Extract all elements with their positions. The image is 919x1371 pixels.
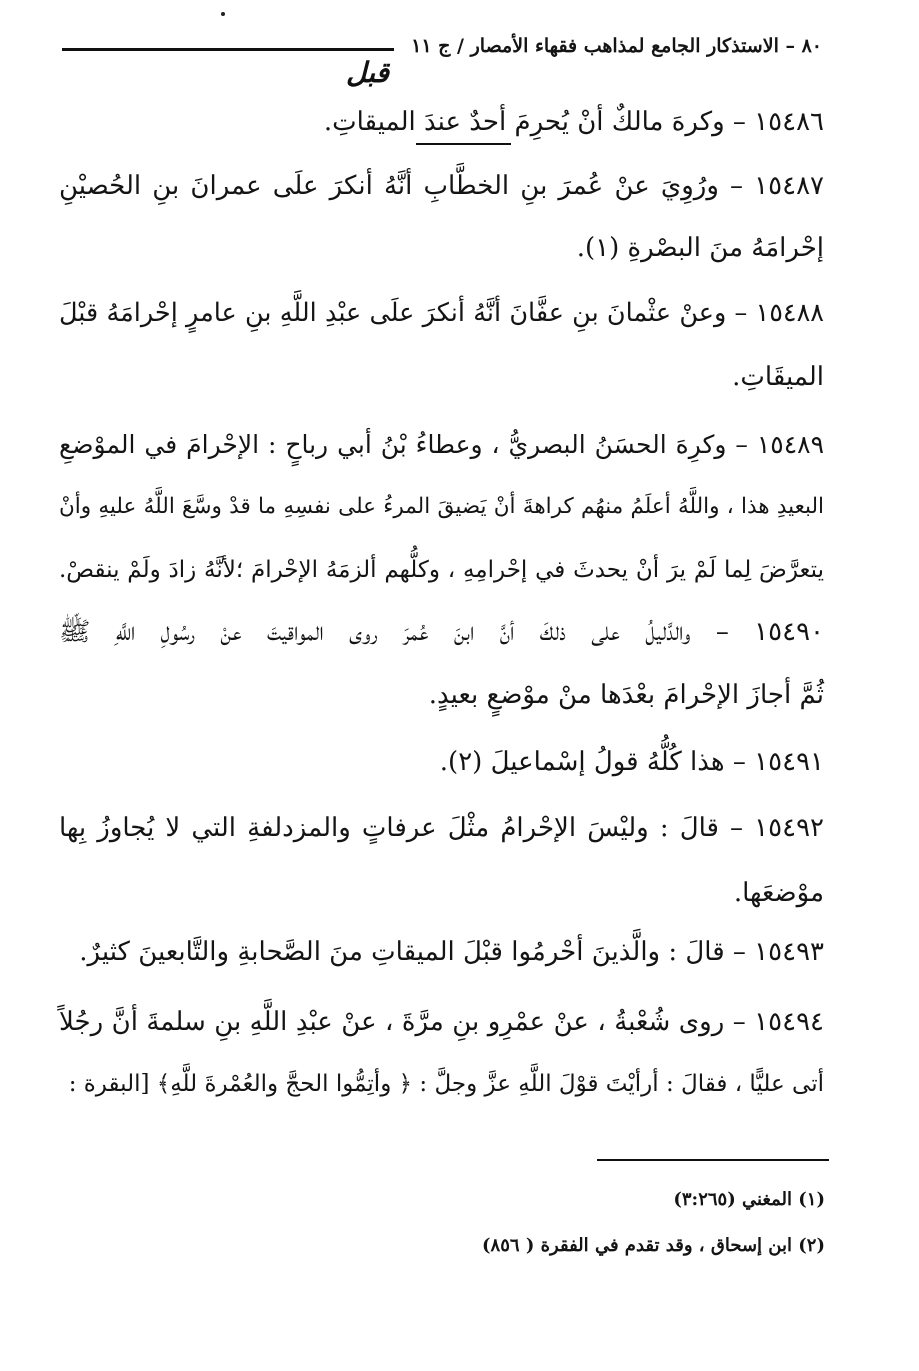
- paragraph-15487-line-1: ١٥٤٨٧ – ورُوِيَ عنْ عُمرَ بنِ الخطَّابِ أنَّهُ أنكرَ علَى عمرانَ بنِ الحُصيْنِ: [59, 171, 824, 201]
- footnote-2: (٢) ابن إسحاق ، وقد تقدم في الفقرة ( ٨٥٦): [482, 1235, 825, 1256]
- handwritten-annotation: قبل: [346, 56, 390, 89]
- handwritten-underline: [416, 143, 511, 145]
- paragraph-15493-line-1: ١٥٤٩٣ – قالَ : والَّذينَ أحْرمُوا قبْلَ الميقاتِ منَ الصَّحابةِ والتَّابعينَ كثيرٌ.: [79, 937, 824, 967]
- footnote-1: (١) المغني (٣:٢٦٥): [673, 1189, 825, 1210]
- footnote-rule: [597, 1159, 829, 1161]
- header-rule: [62, 48, 394, 51]
- paragraph-15487-line-2: إحْرامَهُ منَ البصْرةِ (١).: [576, 233, 824, 263]
- paragraph-15490-line-1: ١٥٤٩٠ – والدَّليلُ على ذلكَ أنَّ ابنَ عُمرَ روى المواقيتَ عنْ رسُولِ اللَّهِ ﷺ: [59, 617, 824, 647]
- ink-speck: [221, 12, 225, 16]
- paragraph-15489-line-2: البعيدِ هذا ، واللَّهُ أعلَمُ منهُم كراهةَ أنْ يَضيقَ المرءُ على نفسِهِ ما قدْ وسَّعَ اللَّهُ عليهِ وأنْ: [59, 494, 824, 519]
- paragraph-15489-line-1: ١٥٤٨٩ – وكرِهَ الحسَنُ البصريُّ ، وعطاءُ بْنُ أبي رباحٍ : الإحْرامَ في الموْضعِ: [59, 430, 824, 459]
- paragraph-15494-line-2: أتى عليًّا ، فقالَ : أرأيْتَ قوْلَ اللَّهِ عزَّ وجلَّ : ﴿ وأتِمُّوا الحجَّ والعُمْرةَ للَّهِ﴾ [البقرة :: [68, 1071, 824, 1097]
- paragraph-15488-line-2: الميقَاتِ.: [732, 362, 824, 392]
- paragraph-15492-line-2: موْضعَها.: [733, 878, 824, 908]
- paragraph-15489-line-3: يتعرَّضَ لِما لَمْ يرَ أنْ يحدثَ في إحْرامِهِ ، وكلُّهم ألزمَهُ الإحْرامَ ؛لأنَّهُ زادَ ولَمْ ينقصْ.: [59, 557, 824, 583]
- paragraph-15486-line-1: ١٥٤٨٦ – وكرهَ مالكٌ أنْ يُحرِمَ أحدٌ عندَ الميقاتِ.: [323, 107, 824, 137]
- paragraph-15488-line-1: ١٥٤٨٨ – وعنْ عثْمانَ بنِ عفَّانَ أنَّهُ أنكرَ علَى عبْدِ اللَّهِ بنِ عامرٍ إحْرامَهُ قبْلَ: [59, 298, 824, 328]
- paragraph-15491-line-1: ١٥٤٩١ – هذا كُلُّهُ قولُ إسْماعيلَ (٢).: [439, 747, 824, 777]
- running-header: ٨٠ – الاستذكار الجامع لمذاهب فقهاء الأمصار / ج ١١: [411, 35, 822, 57]
- paragraph-15494-line-1: ١٥٤٩٤ – روى شُعْبةُ ، عنْ عمْرِو بنِ مرَّةَ ، عنْ عبْدِ اللَّهِ بنِ سلمةَ أنَّ رجُلاً: [59, 1007, 824, 1037]
- paragraph-15490-line-2: ثُمَّ أجازَ الإحْرامَ بعْدَها منْ موْضعٍ بعيدٍ.: [428, 680, 824, 710]
- paragraph-15492-line-1: ١٥٤٩٢ – قالَ : وليْسَ الإحْرامُ مثْلَ عرفاتٍ والمزدلفةِ التي لا يُجاوزُ بِها: [59, 813, 824, 843]
